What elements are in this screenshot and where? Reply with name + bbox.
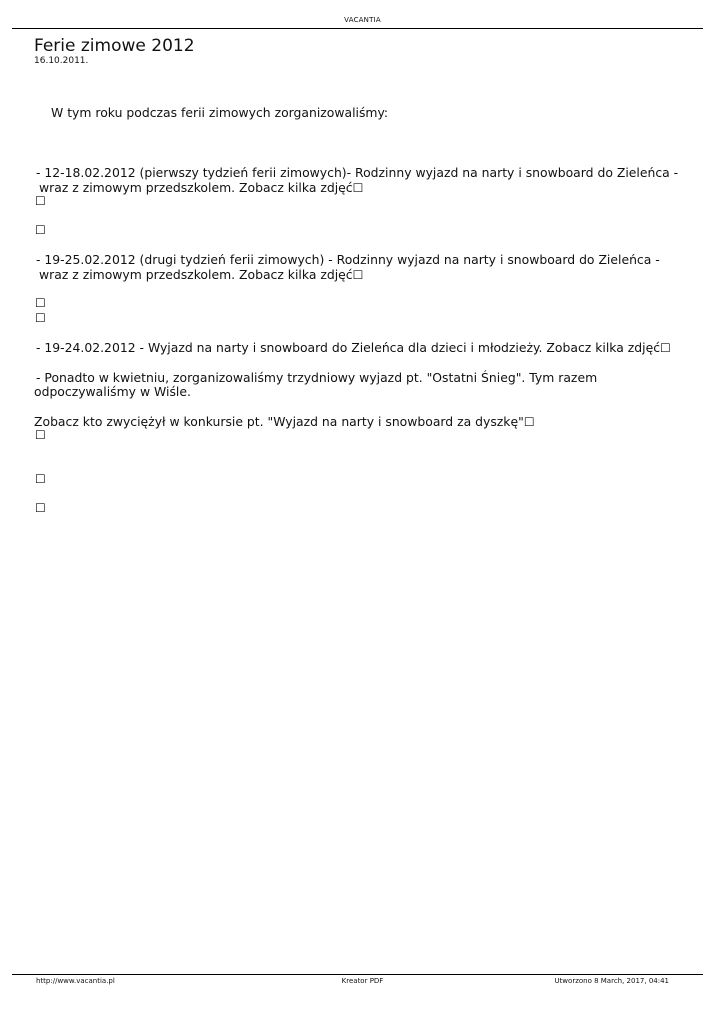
image-placeholder-icon: ☐ xyxy=(35,296,46,310)
image-placeholder-icon: ☐ xyxy=(523,415,535,429)
page-title: Ferie zimowe 2012 xyxy=(34,36,195,56)
header-divider xyxy=(12,28,703,29)
publish-date: 16.10.2011. xyxy=(34,56,89,66)
site-header: VACANTIA xyxy=(344,16,381,24)
list-item: - 12-18.02.2012 (pierwszy tydzień ferii zimowych)- Rodzinny wyjazd na narty i snowboard do Zieleńca - xyxy=(36,165,679,180)
list-item: - Ponadto w kwietniu, zorganizowaliśmy trzydniowy wyjazd pt. "Ostatni Śnieg". Tym razem xyxy=(36,370,598,385)
image-placeholder-icon: ☐ xyxy=(35,194,46,208)
list-item: - 19-25.02.2012 (drugi tydzień ferii zimowych) - Rodzinny wyjazd na narty i snowboard do Zieleńca - xyxy=(36,252,660,267)
image-placeholder-icon: ☐ xyxy=(35,472,46,486)
contest-link-text[interactable]: Zobacz kto zwyciężył w konkursie pt. "Wyjazd na narty i snowboard za dyszkę"☐ xyxy=(34,414,535,429)
image-placeholder-icon: ☐ xyxy=(35,428,46,442)
list-item: - 19-24.02.2012 - Wyjazd na narty i snowboard do Zieleńca dla dzieci i młodzieży. Zobacz kilka zdjęć☐ xyxy=(36,340,671,355)
intro-text: W tym roku podczas ferii zimowych zorganizowaliśmy: xyxy=(51,105,389,120)
image-placeholder-icon: ☐ xyxy=(35,501,46,515)
image-placeholder-icon: ☐ xyxy=(35,223,46,237)
list-item-continued: odpoczywaliśmy w Wiśle. xyxy=(34,384,191,399)
image-placeholder-icon: ☐ xyxy=(352,181,364,195)
footer-divider xyxy=(12,974,703,975)
image-placeholder-icon: ☐ xyxy=(35,311,46,325)
footer-created-date: Utworzono 8 March, 2017, 04:41 xyxy=(554,977,669,985)
image-placeholder-icon: ☐ xyxy=(352,268,364,282)
footer-url[interactable]: http://www.vacantia.pl xyxy=(36,977,115,985)
list-item-continued: wraz z zimowym przedszkolem. Zobacz kilka zdjęć☐ xyxy=(39,267,364,282)
list-item-continued: wraz z zimowym przedszkolem. Zobacz kilka zdjęć☐ xyxy=(39,180,364,195)
footer-generator: Kreator PDF xyxy=(341,977,384,985)
image-placeholder-icon: ☐ xyxy=(660,341,671,355)
